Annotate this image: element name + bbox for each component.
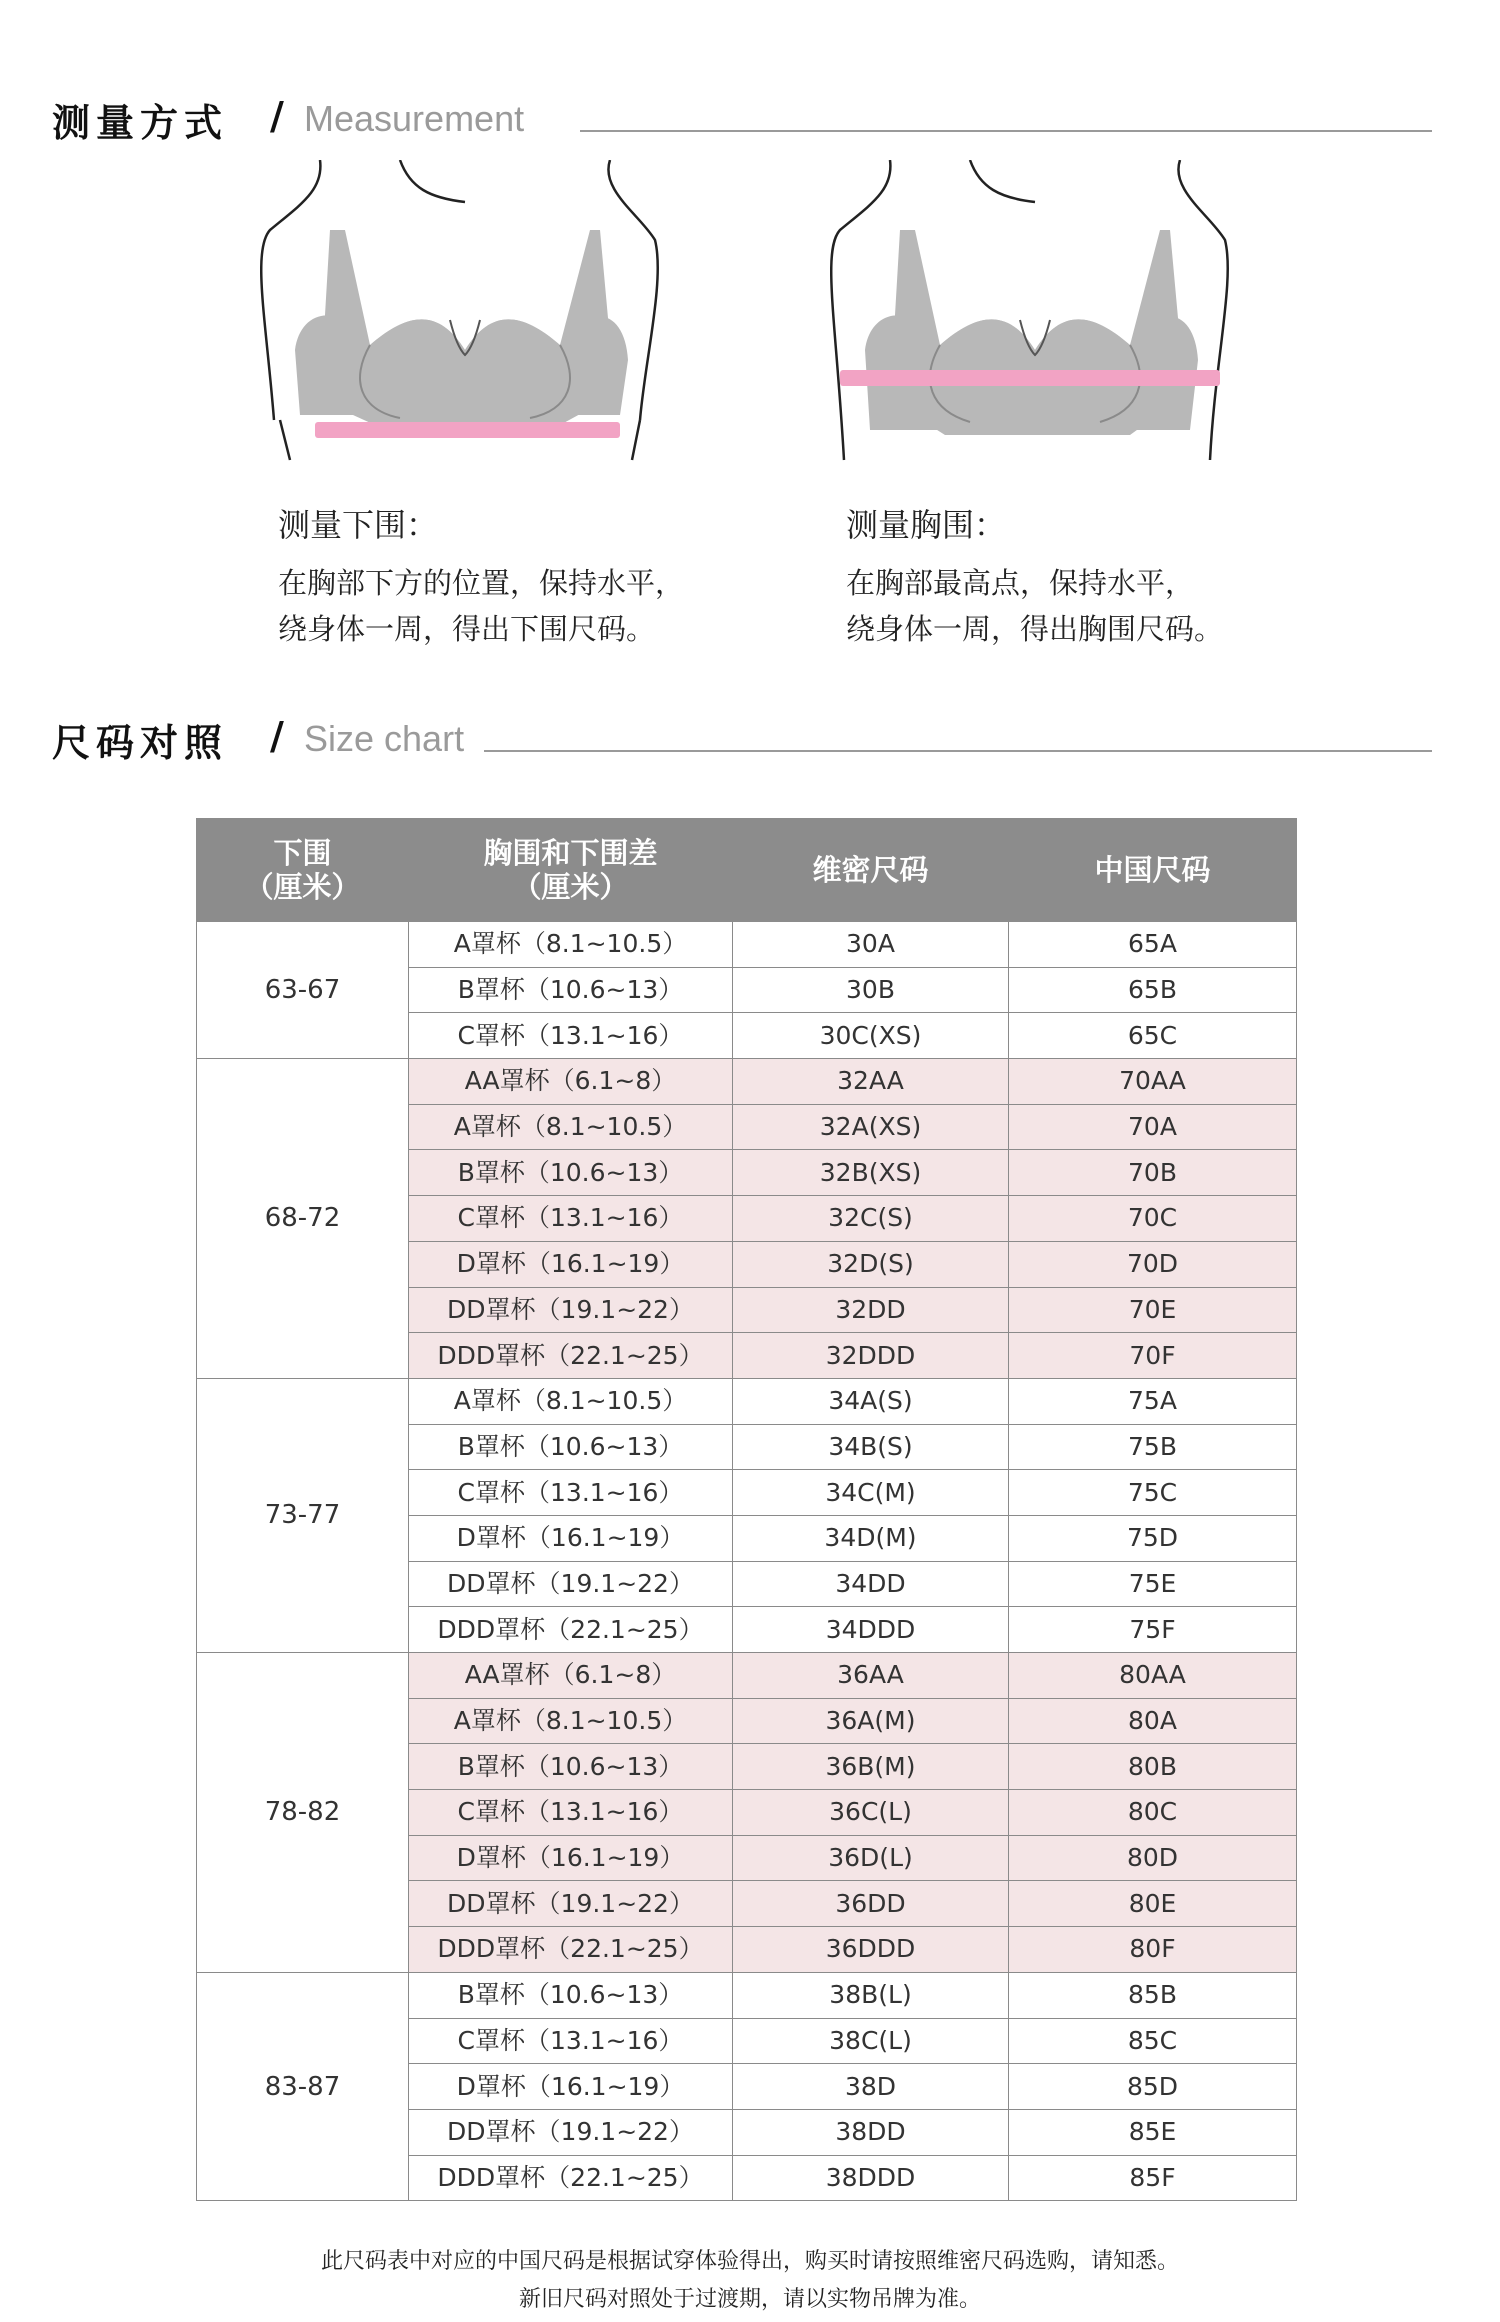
cup-difference-cell: AA罩杯（6.1~8） [409, 1059, 733, 1105]
bust-line-1: 在胸部最高点，保持水平， [846, 566, 1195, 600]
cup-difference-cell: D罩杯（16.1~19） [409, 1515, 733, 1561]
vs-size-cell: 38D [733, 2064, 1009, 2110]
vs-size-cell: 38B(L) [733, 1972, 1009, 2018]
size-group [197, 1378, 1297, 1652]
heading-slash: / [270, 714, 284, 758]
cn-size-cell: 75C [1009, 1470, 1297, 1516]
header-underbust-line-2: （厘米） [244, 870, 361, 904]
cn-size-cell: 75F [1009, 1607, 1297, 1653]
vs-size-cell: 36A(M) [733, 1698, 1009, 1744]
underbust-range-cell: 68-72 [197, 1059, 409, 1379]
measurement-title-en: Measurement [304, 98, 525, 139]
cup-difference-cell: DDD罩杯（22.1~25） [409, 1607, 733, 1653]
cn-size-cell: 80C [1009, 1790, 1297, 1836]
header-difference [409, 819, 733, 922]
cn-size-cell: 75E [1009, 1561, 1297, 1607]
vs-size-cell: 34B(S) [733, 1424, 1009, 1470]
header-vs-size: 维密尺码 [733, 819, 1009, 922]
vs-size-cell: 36DD [733, 1881, 1009, 1927]
cn-size-cell: 80D [1009, 1835, 1297, 1881]
underbust-range-cell: 73-77 [197, 1378, 409, 1652]
cup-difference-cell: A罩杯（8.1~10.5） [409, 1378, 733, 1424]
vs-size-cell: 34C(M) [733, 1470, 1009, 1516]
vs-size-cell: 34D(M) [733, 1515, 1009, 1561]
heading-slash: / [270, 94, 284, 138]
size-chart-title-en: Size chart [304, 718, 465, 759]
cn-size-cell: 80A [1009, 1698, 1297, 1744]
cn-size-cell: 70C [1009, 1196, 1297, 1242]
underbust-range-cell: 78-82 [197, 1653, 409, 1973]
vs-size-cell: 30C(XS) [733, 1013, 1009, 1059]
size-group [197, 1653, 1297, 1973]
size-group [197, 1059, 1297, 1379]
table-row [197, 1972, 1297, 2018]
cn-size-cell: 85E [1009, 2109, 1297, 2155]
underbust-line-1: 在胸部下方的位置，保持水平， [278, 566, 685, 600]
cn-size-cell: 85B [1009, 1972, 1297, 2018]
cn-size-cell: 70B [1009, 1150, 1297, 1196]
bust-line-2: 绕身体一周，得出胸围尺码。 [846, 612, 1224, 646]
header-underbust [197, 819, 409, 922]
cn-size-cell: 70F [1009, 1333, 1297, 1379]
cn-size-cell: 70A [1009, 1104, 1297, 1150]
underbust-range-cell: 63-67 [197, 922, 409, 1059]
size-chart-table [196, 818, 1297, 2201]
vs-size-cell: 32A(XS) [733, 1104, 1009, 1150]
cn-size-cell: 85D [1009, 2064, 1297, 2110]
underbust-description [278, 560, 684, 652]
cup-difference-cell: C罩杯（13.1~16） [409, 1470, 733, 1516]
cn-size-cell: 85C [1009, 2018, 1297, 2064]
table-row [197, 922, 1297, 968]
cup-difference-cell: C罩杯（13.1~16） [409, 1790, 733, 1836]
vs-size-cell: 34DD [733, 1561, 1009, 1607]
size-chart-title-cn: 尺码对照 [52, 721, 229, 765]
underbust-range-cell: 83-87 [197, 1972, 409, 2200]
vs-size-cell: 34A(S) [733, 1378, 1009, 1424]
cup-difference-cell: B罩杯（10.6~13） [409, 967, 733, 1013]
header-underbust-line-1: 下围 [273, 836, 332, 870]
size-chart-heading [52, 712, 1432, 772]
cup-difference-cell: D罩杯（16.1~19） [409, 2064, 733, 2110]
vs-size-cell: 32B(XS) [733, 1150, 1009, 1196]
bust-illustration [830, 160, 1230, 480]
cup-difference-cell: DD罩杯（19.1~22） [409, 2109, 733, 2155]
cn-size-cell: 70D [1009, 1241, 1297, 1287]
note-line-1: 此尺码表中对应的中国尺码是根据试穿体验得出，购买时请按照维密尺码选购，请知悉。 [320, 2249, 1179, 2274]
cup-difference-cell: DDD罩杯（22.1~25） [409, 2155, 733, 2201]
table-row [197, 1378, 1297, 1424]
vs-size-cell: 32D(S) [733, 1241, 1009, 1287]
vs-size-cell: 30B [733, 967, 1009, 1013]
size-group [197, 922, 1297, 1059]
cup-difference-cell: D罩杯（16.1~19） [409, 1835, 733, 1881]
cn-size-cell: 80E [1009, 1881, 1297, 1927]
underbust-illustration [260, 160, 660, 480]
cn-size-cell: 65B [1009, 967, 1297, 1013]
header-difference-line-2: （厘米） [512, 870, 629, 904]
bust-title: 测量胸围： [846, 506, 1007, 544]
cup-difference-cell: C罩杯（13.1~16） [409, 2018, 733, 2064]
cup-difference-cell: DDD罩杯（22.1~25） [409, 1333, 733, 1379]
cn-size-cell: 70AA [1009, 1059, 1297, 1105]
underbust-line-2: 绕身体一周，得出下围尺码。 [278, 612, 656, 646]
vs-size-cell: 32C(S) [733, 1196, 1009, 1242]
measurement-title-cn: 测量方式 [52, 101, 229, 145]
cup-difference-cell: C罩杯（13.1~16） [409, 1196, 733, 1242]
header-difference-line-1: 胸围和下围差 [483, 836, 658, 870]
size-group [197, 1972, 1297, 2200]
cn-size-cell: 75D [1009, 1515, 1297, 1561]
cup-difference-cell: DDD罩杯（22.1~25） [409, 1927, 733, 1973]
header-cn-size: 中国尺码 [1009, 819, 1297, 922]
vs-size-cell: 32DDD [733, 1333, 1009, 1379]
vs-size-cell: 36DDD [733, 1927, 1009, 1973]
cn-size-cell: 80F [1009, 1927, 1297, 1973]
cup-difference-cell: A罩杯（8.1~10.5） [409, 922, 733, 968]
cup-difference-cell: DD罩杯（19.1~22） [409, 1287, 733, 1333]
cup-difference-cell: B罩杯（10.6~13） [409, 1744, 733, 1790]
cn-size-cell: 70E [1009, 1287, 1297, 1333]
vs-size-cell: 36B(M) [733, 1744, 1009, 1790]
table-row [197, 1653, 1297, 1699]
vs-size-cell: 38C(L) [733, 2018, 1009, 2064]
cup-difference-cell: C罩杯（13.1~16） [409, 1013, 733, 1059]
vs-size-cell: 32DD [733, 1287, 1009, 1333]
vs-size-cell: 36C(L) [733, 1790, 1009, 1836]
cup-difference-cell: B罩杯（10.6~13） [409, 1424, 733, 1470]
cn-size-cell: 80B [1009, 1744, 1297, 1790]
cn-size-cell: 65C [1009, 1013, 1297, 1059]
cn-size-cell: 75B [1009, 1424, 1297, 1470]
table-header-row [197, 819, 1297, 922]
vs-size-cell: 32AA [733, 1059, 1009, 1105]
underbust-title: 测量下围： [278, 506, 439, 544]
vs-size-cell: 36D(L) [733, 1835, 1009, 1881]
heading-rule [580, 130, 1432, 132]
cn-size-cell: 80AA [1009, 1653, 1297, 1699]
measurement-heading [52, 92, 1432, 152]
vs-size-cell: 30A [733, 922, 1009, 968]
vs-size-cell: 38DDD [733, 2155, 1009, 2201]
heading-rule [484, 750, 1432, 752]
note-line-2: 新旧尺码对照处于过渡期，请以实物吊牌为准。 [518, 2287, 981, 2312]
cup-difference-cell: DD罩杯（19.1~22） [409, 1881, 733, 1927]
cup-difference-cell: A罩杯（8.1~10.5） [409, 1104, 733, 1150]
bust-description [846, 560, 1223, 652]
cup-difference-cell: B罩杯（10.6~13） [409, 1150, 733, 1196]
cup-difference-cell: DD罩杯（19.1~22） [409, 1561, 733, 1607]
cn-size-cell: 75A [1009, 1378, 1297, 1424]
cn-size-cell: 85F [1009, 2155, 1297, 2201]
vs-size-cell: 38DD [733, 2109, 1009, 2155]
cup-difference-cell: D罩杯（16.1~19） [409, 1241, 733, 1287]
table-row [197, 1059, 1297, 1105]
cup-difference-cell: A罩杯（8.1~10.5） [409, 1698, 733, 1744]
cn-size-cell: 65A [1009, 922, 1297, 968]
vs-size-cell: 36AA [733, 1653, 1009, 1699]
vs-size-cell: 34DDD [733, 1607, 1009, 1653]
cup-difference-cell: B罩杯（10.6~13） [409, 1972, 733, 2018]
cup-difference-cell: AA罩杯（6.1~8） [409, 1653, 733, 1699]
